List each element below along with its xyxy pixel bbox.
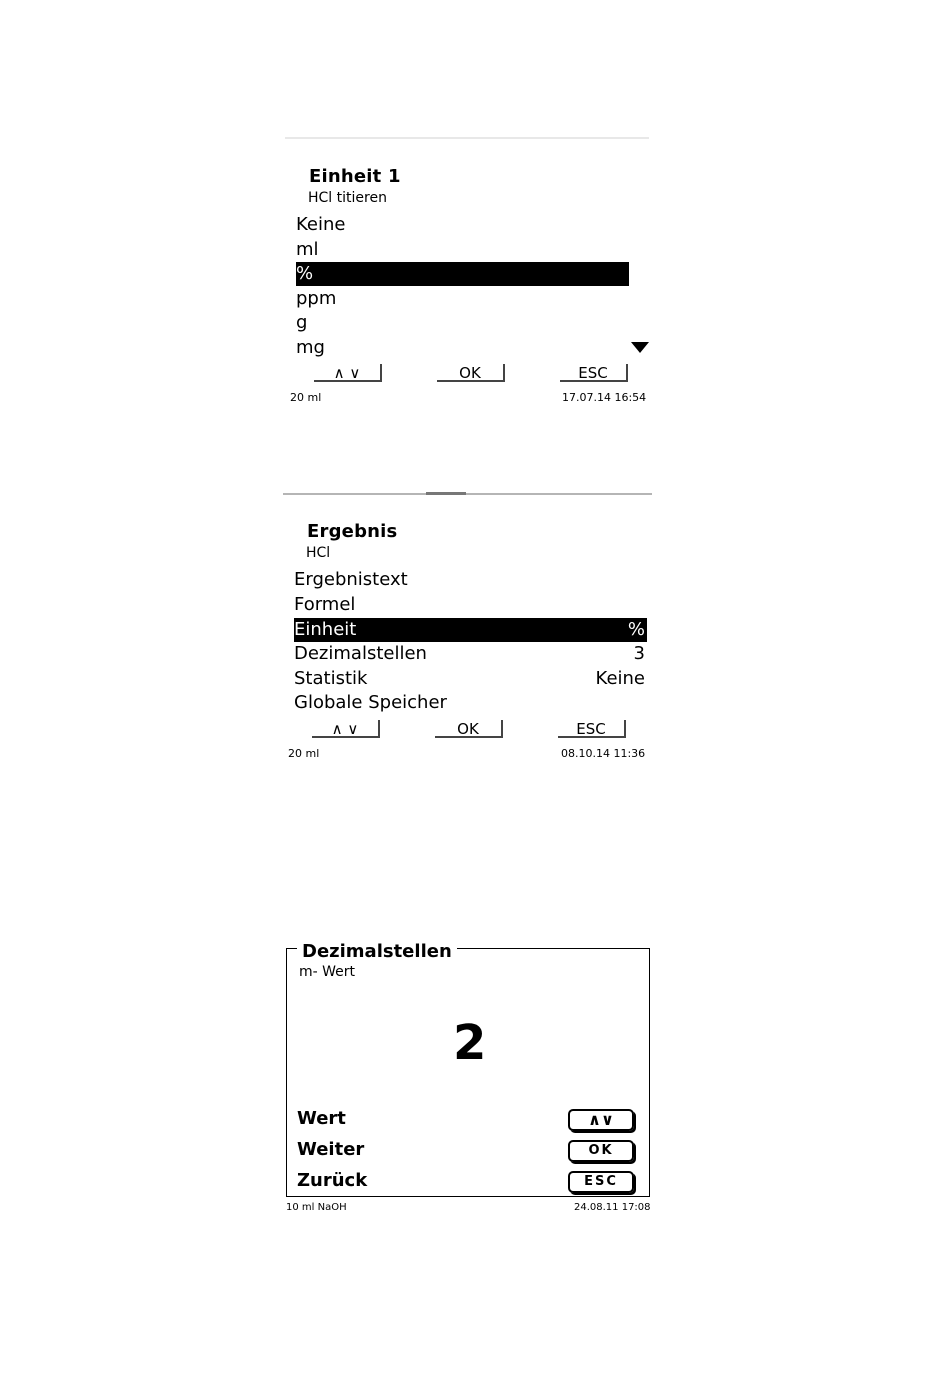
screen-subtitle: HCl titieren [308,190,387,206]
menu-item-statistik[interactable]: Statistik Keine [294,668,645,689]
dialog-title: Dezimalstellen [297,941,457,962]
menu-item-ergebnistext[interactable]: Ergebnistext [294,569,408,590]
ok-button[interactable]: OK [435,720,503,738]
status-datetime: 17.07.14 16:54 [562,391,647,404]
status-volume: 20 ml [288,747,320,760]
screen-title: Einheit 1 [309,166,401,187]
esc-button[interactable]: ESC [560,364,628,382]
nav-button[interactable]: ∧ ∨ [312,720,380,738]
status-volume: 20 ml [290,391,322,404]
up-down-key[interactable]: ∧∨ [568,1109,634,1131]
menu-item-globale-speicher[interactable]: Globale Speicher [294,692,447,713]
top-divider [283,493,652,495]
menu-item-formel[interactable]: Formel [294,594,356,615]
value-display: 2 [453,1015,487,1071]
status-datetime: 24.08.11 17:08 [574,1202,651,1213]
menu-item-einheit-selected[interactable]: Einheit % [294,619,645,640]
status-volume: 10 ml NaOH [286,1202,347,1213]
screen-title: Ergebnis [307,521,398,542]
nav-button[interactable]: ∧ ∨ [314,364,382,382]
list-item-percent-selected[interactable]: % [296,262,629,286]
label-zurueck: Zurück [297,1170,368,1191]
menu-item-dezimalstellen[interactable]: Dezimalstellen 3 [294,643,645,664]
list-item-ppm[interactable]: ppm [296,288,337,309]
top-divider [285,137,649,139]
label-wert: Wert [297,1108,346,1129]
dialog-subtitle: m- Wert [299,964,356,980]
esc-button[interactable]: ESC [558,720,626,738]
scroll-down-icon[interactable] [631,342,649,353]
list-item-keine[interactable]: Keine [296,214,346,235]
list-item-mg[interactable]: mg [296,337,325,358]
list-item-g[interactable]: g [296,312,308,333]
list-item-ml[interactable]: ml [296,239,319,260]
top-divider-mark [426,492,466,495]
ok-button[interactable]: OK [437,364,505,382]
ok-key[interactable]: OK [568,1140,634,1162]
esc-key[interactable]: ESC [568,1171,634,1193]
status-datetime: 08.10.14 11:36 [561,747,646,760]
screen-subtitle: HCl [306,545,331,561]
label-weiter: Weiter [297,1139,365,1160]
